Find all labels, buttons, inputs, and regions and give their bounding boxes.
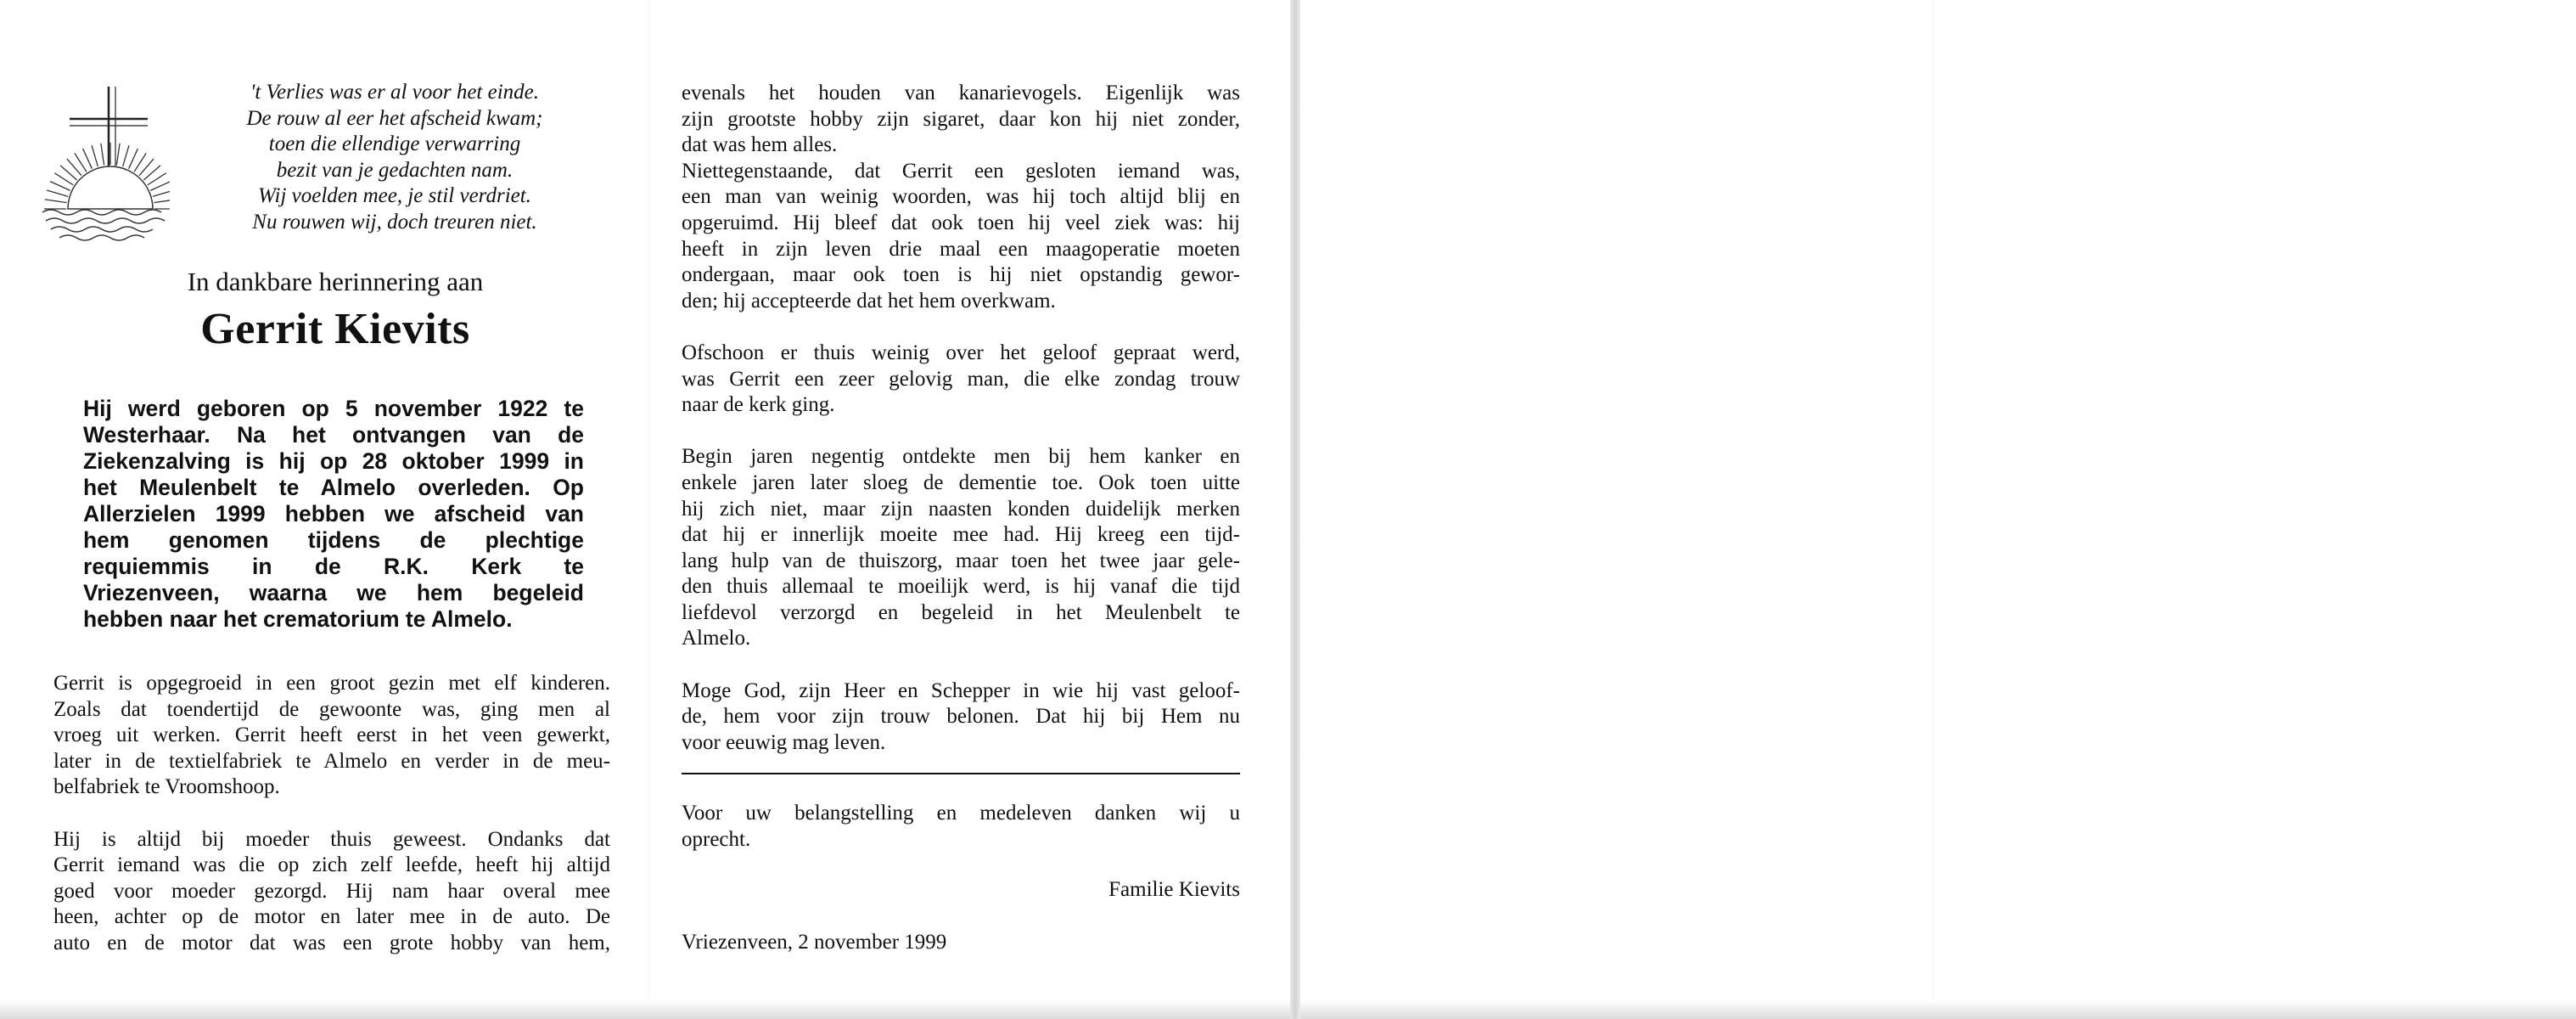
text-line: was Gerrit een zeer gelovig man, die elke zondag trouw xyxy=(682,367,1240,391)
poem-line: 't Verlies was er al voor het einde. xyxy=(250,81,539,104)
thanks-note xyxy=(682,801,1240,853)
text-line: den thuis allemaal te moeilijk werd, is hij vanaf die tijd xyxy=(682,575,1240,599)
bio-line: Allerzielen 1999 hebben we afscheid van xyxy=(83,501,584,526)
card-bottom-edge xyxy=(0,1000,1290,1019)
text-line: vroeg uit werken. Gerrit heeft eerst in het veen gewerkt, xyxy=(53,723,610,747)
deceased-name: Gerrit Kievits xyxy=(200,305,470,353)
text-line: zijn grootste hobby zijn sigaret, daar kon hij niet zonder, xyxy=(682,107,1240,131)
text-line: liefdevol verzorgd en begeleid in het Meulenbelt te xyxy=(682,600,1240,624)
paragraph xyxy=(53,671,610,801)
text-line: Ofschoon er thuis weinig over het geloof gepraat werd, xyxy=(682,341,1240,364)
memorial-poem xyxy=(191,80,598,235)
text-line: dat was hem alles. xyxy=(682,133,838,157)
poem-line: toen die ellendige verwarring xyxy=(268,132,521,155)
paragraph xyxy=(682,678,1240,757)
text-line: heeft in zijn leven drie maal een maagoperatie moeten xyxy=(682,237,1240,261)
text-line: dat hij er innerlijk moeite mee had. Hij kreeg een tijd- xyxy=(682,523,1240,547)
card-bottom-edge xyxy=(1300,1000,2576,1019)
bio-line: hem genomen tijdens de plechtige xyxy=(83,527,584,553)
poem-line: De rouw al eer het afscheid kwam; xyxy=(246,106,543,130)
text-line: ondergaan, maar ook toen is hij niet opstandig gewor- xyxy=(682,263,1240,287)
paragraph xyxy=(682,444,1240,652)
scan-gap xyxy=(1290,0,1300,1019)
bio-line: Hij werd geboren op 5 november 1922 te xyxy=(83,396,584,421)
bio-line: Vriezenveen, waarna we hem begeleid xyxy=(83,580,584,605)
bio-line: Ziekenzalving is hij op 28 oktober 1999 in xyxy=(83,448,584,474)
bio-line: hebben naar het crematorium te Almelo. xyxy=(83,606,513,632)
text-line: later in de textielfabriek te Almelo en verder in de meu- xyxy=(53,749,610,773)
text-line: den; hij accepteerde dat het hem overkwam. xyxy=(682,289,1056,312)
family-signature: Familie Kievits xyxy=(1108,878,1240,901)
poem-line: Nu rouwen wij, doch treuren niet. xyxy=(252,210,537,234)
biography-summary xyxy=(83,396,584,633)
text-line: een man van weinig woorden, was hij toch altijd blij en xyxy=(682,185,1240,209)
bio-line: requiemmis in de R.K. Kerk te xyxy=(83,554,584,579)
text-line: Niettegenstaande, dat Gerrit een gesloten iemand was, xyxy=(682,159,1240,183)
place-and-date: Vriezenveen, 2 november 1999 xyxy=(682,931,947,954)
text-line: oprecht. xyxy=(682,827,751,851)
text-line: Voor uw belangstelling en medeleven danken wij u xyxy=(682,802,1240,825)
text-line: Begin jaren negentig ontdekte men bij hem kanker en xyxy=(682,445,1240,469)
text-line: hij zich niet, maar zijn naasten konden duidelijk merken xyxy=(682,497,1240,521)
text-line: Gerrit iemand was die op zich zelf leefde, heeft hij altijd xyxy=(53,853,610,877)
text-line: voor eeuwig mag leven. xyxy=(682,730,886,754)
paragraph xyxy=(682,341,1240,419)
card-fold xyxy=(648,0,649,1019)
cross-sunrise-icon xyxy=(34,83,170,253)
paragraph xyxy=(53,827,610,957)
text-line: Zoals dat toendertijd de gewoonte was, ging men al xyxy=(53,697,610,721)
text-line: Gerrit is opgegroeid in een groot gezin met elf kinderen. xyxy=(53,672,610,695)
text-line: belfabriek te Vroomshoop. xyxy=(53,775,280,799)
paragraph xyxy=(682,81,1240,314)
text-line: evenals het houden van kanarievogels. Eigenlijk was xyxy=(682,82,1240,104)
text-line: lang hulp van de thuiszorg, maar toen het twee jaar gele- xyxy=(682,549,1240,572)
text-line: opgeruimd. Hij bleef dat ook toen hij veel ziek was: hij xyxy=(682,211,1240,234)
text-line: Moge God, zijn Heer en Schepper in wie hij vast geloof- xyxy=(682,678,1240,702)
text-line: auto en de motor dat was een grote hobby van hem, xyxy=(53,931,610,954)
text-line: de, hem voor zijn trouw belonen. Dat hij bij Hem nu xyxy=(682,705,1240,729)
text-line: heen, achter op de motor en later mee in de auto. De xyxy=(53,905,610,929)
memorial-card-photo-panel xyxy=(1300,0,2576,1019)
divider-rule xyxy=(682,773,1240,774)
text-line: Hij is altijd bij moeder thuis geweest. Ondanks dat xyxy=(53,827,610,851)
bio-line: het Meulenbelt te Almelo overleden. Op xyxy=(83,475,584,500)
bio-line: Westerhaar. Na het ontvangen van de xyxy=(83,422,584,448)
text-line: naar de kerk ging. xyxy=(682,393,835,417)
text-line: Almelo. xyxy=(682,627,751,650)
dedication-heading: In dankbare herinnering aan xyxy=(187,267,484,296)
text-line: goed voor moeder gezorgd. Hij nam haar overal mee xyxy=(53,879,610,903)
text-line: enkele jaren later sloeg de dementie toe. Ook toen uitte xyxy=(682,470,1240,494)
poem-line: Wij voelden mee, je stil verdriet. xyxy=(258,184,531,207)
poem-line: bezit van je gedachten nam. xyxy=(276,158,514,182)
right-text-column xyxy=(682,81,1240,782)
left-text-column xyxy=(53,671,610,982)
